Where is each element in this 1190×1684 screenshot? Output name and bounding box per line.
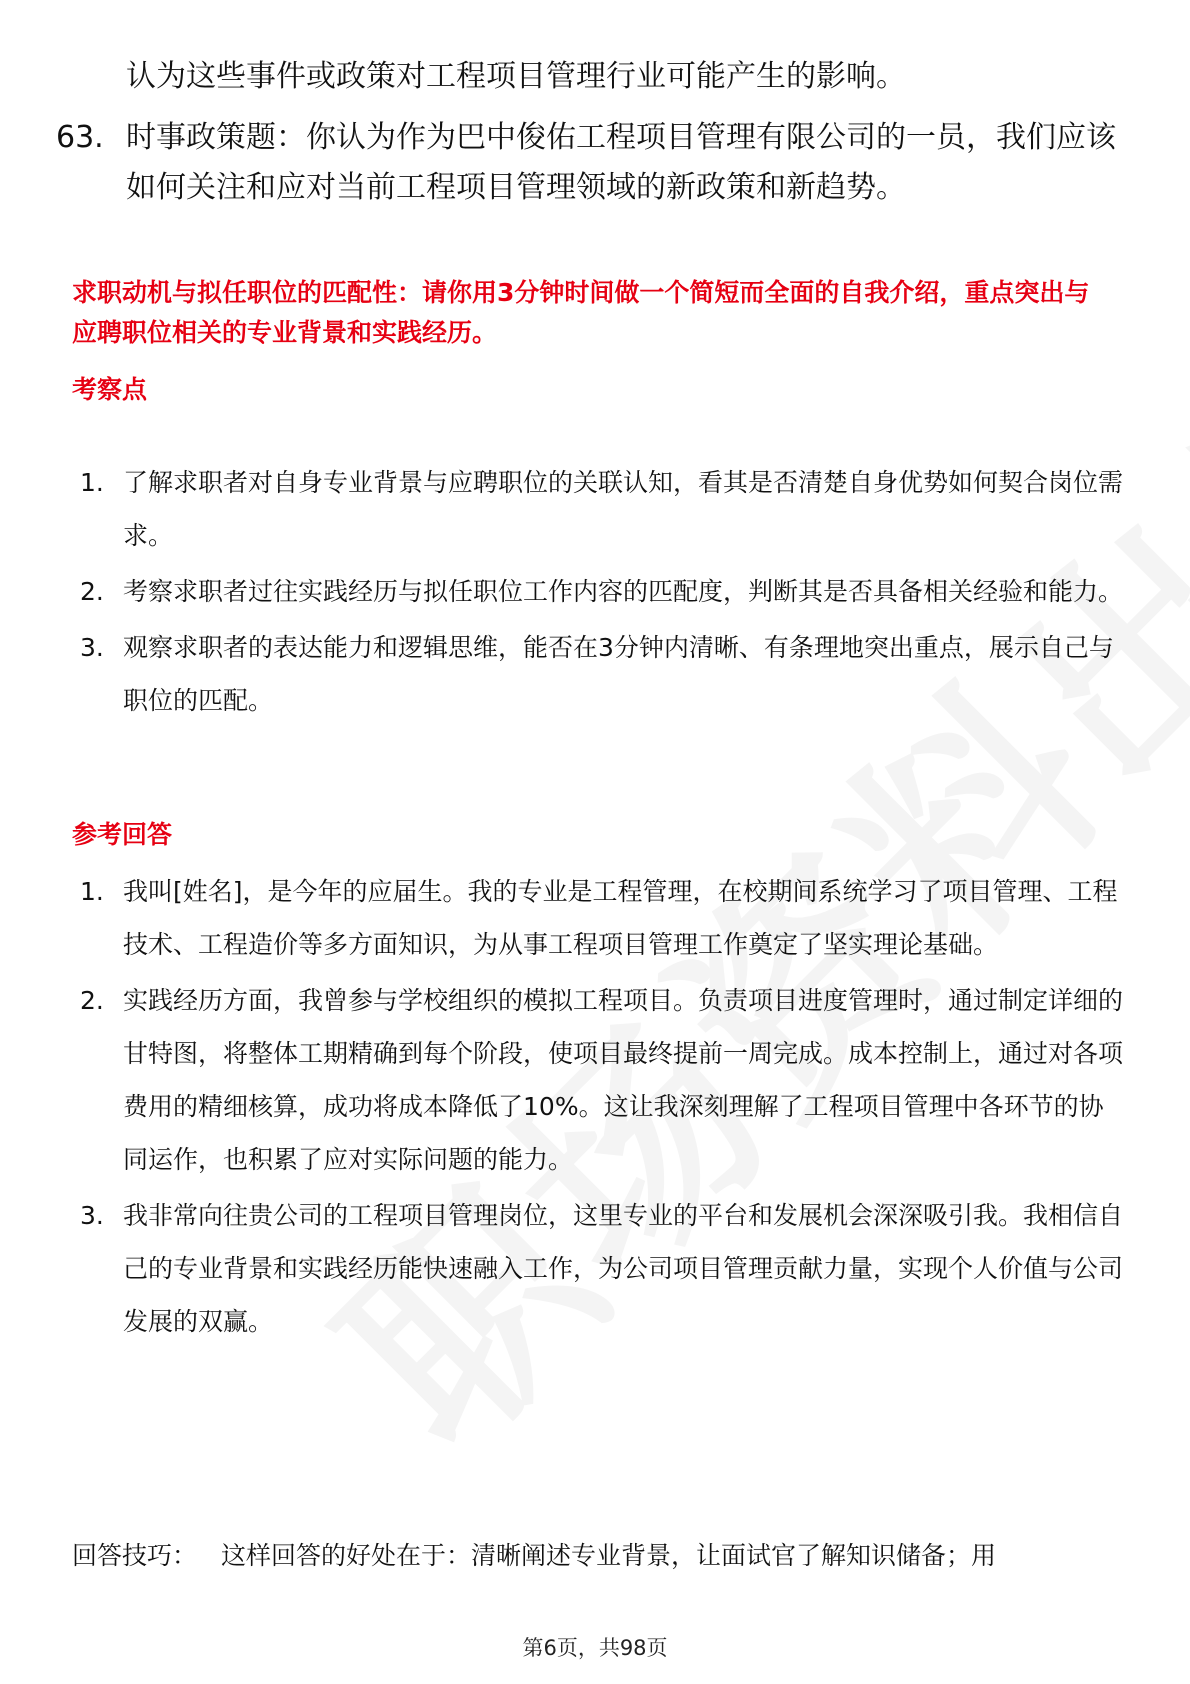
list-item-number: 1. [80,877,104,906]
list-item [80,865,1125,971]
list-item-text: 考察求职者过往实践经历与拟任职位工作内容的匹配度，判断其是否具备相关经验和能力。 [123,577,1124,606]
list-item-text: 实践经历方面，我曾参与学校组织的模拟工程项目。负责项目进度管理时，通过制定详细的甘特图，将整体工期精确到每个阶段，使项目最终提前一周完成。成本控制上，通过对各项费用的精细核算，成功将成本降低了10%。这让我深刻理解了工程项目管理中各环节的协同运作，也积累了应对实际问题的能力。 [123,986,1124,1174]
tips-label: 回答技巧： [72,1541,198,1570]
reference-list [80,865,1125,1351]
list-item [80,565,1125,618]
list-item-text: 我非常向往贵公司的工程项目管理岗位，这里专业的平台和发展机会深深吸引我。我相信自己的专业背景和实践经历能快速融入工作，为公司项目管理贡献力量，实现个人价值与公司发展的双赢。 [123,1201,1124,1336]
question-63-text: 时事政策题：你认为作为巴中俊佑工程项目管理有限公司的一员，我们应该如何关注和应对当前工程项目管理领域的新政策和新趋势。 [126,120,1116,205]
question-63 [56,113,1116,213]
reference-heading: 参考回答 [72,820,173,849]
list-item [80,456,1125,562]
list-item [80,621,1125,727]
list-item-number: 1. [80,468,104,497]
list-item-text: 了解求职者对自身专业背景与应聘职位的关联认知，看其是否清楚自身优势如何契合岗位需求。 [123,468,1124,550]
list-item [80,974,1125,1186]
list-item-number: 2. [80,577,104,606]
list-item-number: 2. [80,986,104,1015]
list-item [80,1189,1125,1348]
answer-tips [72,1536,996,1576]
list-item-text: 我叫[姓名]，是今年的应届生。我的专业是工程管理，在校期间系统学习了项目管理、工程技术、工程造价等多方面知识，为从事工程项目管理工作奠定了坚实理论基础。 [123,877,1118,959]
previous-question-tail: 认为这些事件或政策对工程项目管理行业可能产生的影响。 [126,59,906,94]
list-item-number: 3. [80,1201,104,1230]
assessment-list [80,456,1125,730]
list-item-number: 3. [80,633,104,662]
assessment-heading: 考察点 [72,375,148,404]
tips-text: 这样回答的好处在于：清晰阐述专业背景，让面试官了解知识储备；用 [221,1541,997,1570]
question-title: 求职动机与拟任职位的匹配性：请你用3分钟时间做一个简短而全面的自我介绍，重点突出与应聘职位相关的专业背景和实践经历。 [72,278,1090,347]
list-item-text: 观察求职者的表达能力和逻辑思维，能否在3分钟内清晰、有条理地突出重点，展示自己与职位的匹配。 [123,633,1114,715]
question-63-number: 63. [56,120,104,155]
page-footer: 第6页，共98页 [522,1636,668,1660]
